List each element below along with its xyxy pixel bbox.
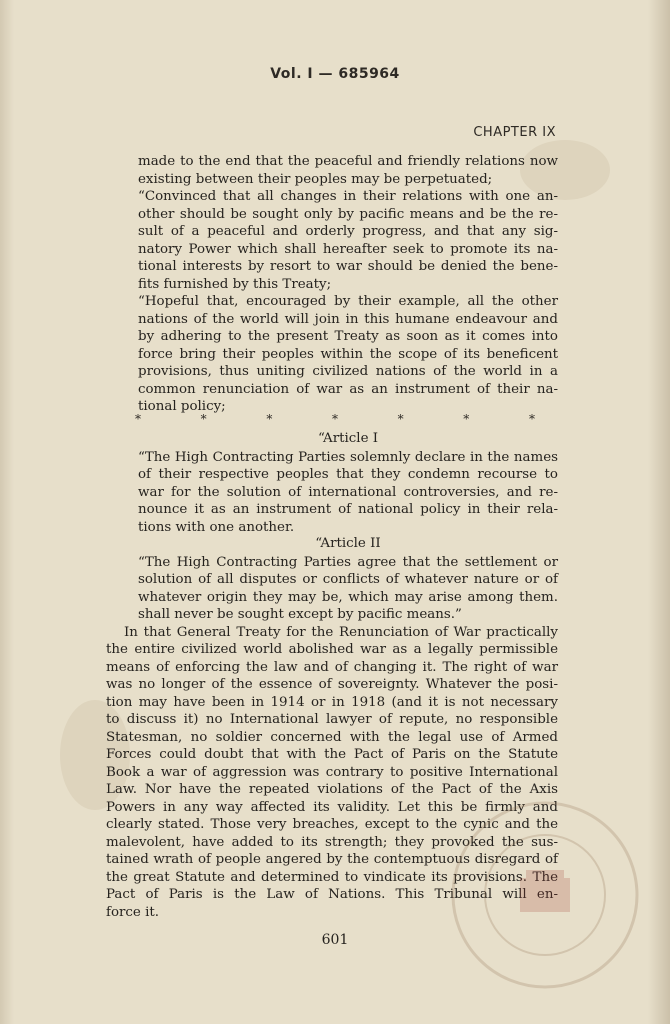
page-edge-shadow-right: [648, 0, 670, 1024]
text-line: shall never be sought except by pacific means.”: [138, 607, 462, 622]
text-line: to discuss it) no International lawyer of repute, no responsible: [106, 712, 558, 727]
text-line: by adhering to the present Treaty as soon as it comes into: [138, 329, 558, 344]
text-line: “The High Contracting Parties agree that the settlement or: [138, 555, 558, 570]
text-line: “Convinced that all changes in their relations with one an-: [138, 189, 558, 204]
article-heading: “Article II: [315, 536, 381, 551]
text-line: war for the solution of international controversies, and re-: [138, 485, 558, 500]
text-line: Pact of Paris is the Law of Nations. This Tribunal will en-: [106, 887, 558, 902]
chapter-heading: CHAPTER IX: [473, 125, 556, 140]
star-mark: *: [463, 412, 470, 426]
star-mark: *: [331, 412, 338, 426]
text-line: Book a war of aggression was contrary to positive International: [106, 765, 558, 780]
text-line: nations of the world will join in this humane endeavour and: [138, 312, 558, 327]
text-line: force it.: [106, 905, 160, 920]
page-edge-shadow-left: [0, 0, 14, 1024]
text-line: Powers in any way affected its validity. Let this be firmly and: [106, 800, 558, 815]
text-line: means of enforcing the law and of changing it. The right of war: [106, 660, 558, 675]
text-line: Statesman, no soldier concerned with the legal use of Armed: [106, 730, 558, 745]
article-heading: “Article I: [317, 431, 379, 446]
text-line: fits furnished by this Treaty;: [138, 277, 332, 292]
star-mark: *: [528, 412, 535, 426]
text-line: Law. Nor have the repeated violations of the Pact of the Axis: [106, 782, 558, 797]
text-line: of their respective peoples that they condemn recourse to: [138, 467, 558, 482]
text-line: malevolent, have added to its strength; they provoked the sus-: [106, 835, 558, 850]
star-mark: *: [266, 412, 273, 426]
text-line: common renunciation of war as an instrument of their na-: [138, 382, 558, 397]
text-line: the great Statute and determined to vindicate its provisions. The: [106, 870, 558, 885]
star-mark: *: [135, 412, 141, 426]
text-line: provisions, thus uniting civilized nations of the world in a: [138, 364, 558, 379]
section-separator-stars: [135, 412, 535, 426]
text-line: tional interests by resort to war should be denied the bene-: [138, 259, 558, 274]
text-line: nounce it as an instrument of national policy in their rela-: [138, 502, 558, 517]
text-line: In that General Treaty for the Renunciation of War practically: [124, 625, 558, 640]
text-line: tions with one another.: [138, 520, 295, 535]
text-line: whatever origin they may be, which may arise among them.: [138, 590, 558, 605]
text-line: the entire civilized world abolished war as a legally permissible: [106, 642, 558, 657]
text-line: tional policy;: [138, 399, 226, 414]
text-line: solution of all disputes or conflicts of whatever nature or of: [138, 572, 558, 587]
volume-header: Vol. I — 685964: [270, 66, 400, 82]
text-line: other should be sought only by pacific means and be the re-: [138, 207, 558, 222]
text-line: “Hopeful that, encouraged by their example, all the other: [138, 294, 558, 309]
text-line: was no longer of the essence of sovereignty. Whatever the posi-: [106, 677, 558, 692]
text-line: tained wrath of people angered by the contemptuous disregard of: [106, 852, 558, 867]
text-line: force bring their peoples within the scope of its beneficent: [138, 347, 558, 362]
text-line: clearly stated. Those very breaches, except to the cynic and the: [106, 817, 558, 832]
text-line: made to the end that the peaceful and friendly relations now: [138, 154, 558, 169]
text-line: sult of a peaceful and orderly progress, and that any sig-: [138, 224, 558, 239]
text-line: “The High Contracting Parties solemnly declare in the names: [138, 450, 558, 465]
text-line: existing between their peoples may be perpetuated;: [138, 172, 493, 187]
star-mark: *: [397, 412, 404, 426]
text-line: natory Power which shall hereafter seek to promote its na-: [138, 242, 558, 257]
text-line: Forces could doubt that with the Pact of Paris on the Statute: [106, 747, 558, 762]
star-mark: *: [200, 412, 207, 426]
text-line: tion may have been in 1914 or in 1918 (and it is not necessary: [106, 695, 558, 710]
university-seal-watermark: [450, 800, 640, 990]
page-number: 601: [321, 932, 349, 948]
